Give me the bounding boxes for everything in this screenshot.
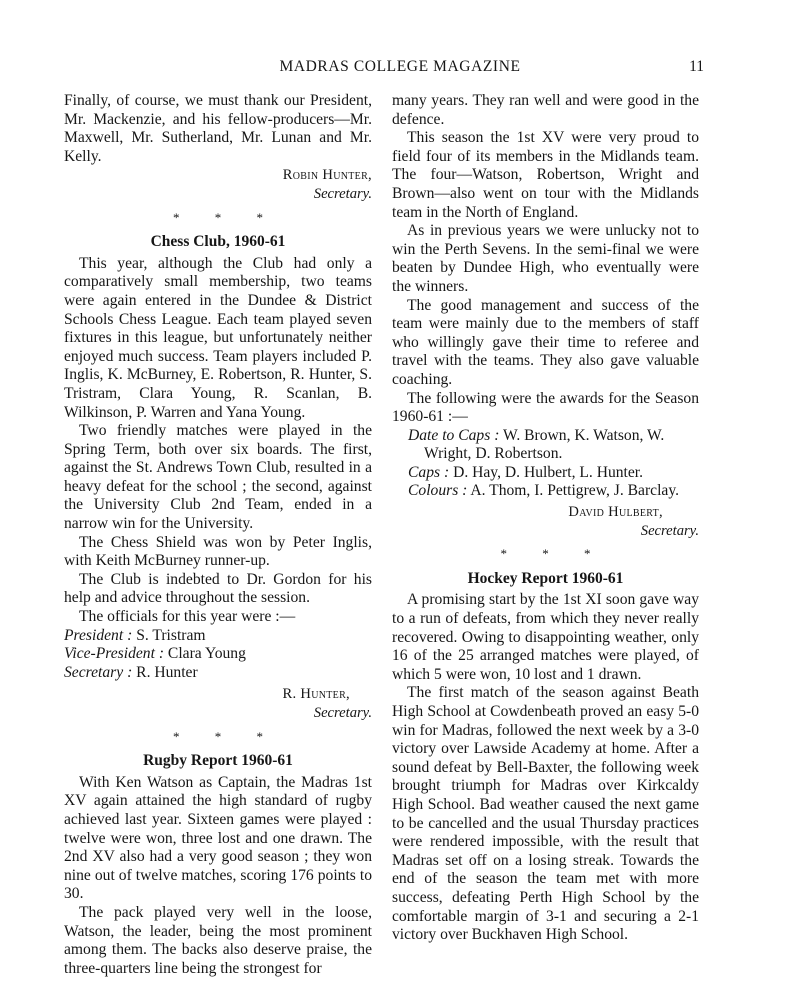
- signature-role: Secretary.: [640, 522, 699, 539]
- official-vice-president: Vice-President : Clara Young: [64, 645, 246, 663]
- rugby-paragraph: With Ken Watson as Captain, the Madras 1st XV again attained the high standard of rugby achieved last year. Sixteen games were played : twelve were won, three lost and one drawn. The 2nd XV also had a very good season ; they won nine out of twelve matches, scoring 176 points to 30.: [64, 773, 372, 903]
- signature-block: [64, 685, 372, 722]
- chess-paragraph: The Chess Shield was won by Peter Inglis, with Keith McBurney runner-up.: [64, 533, 372, 570]
- rugby-paragraph: The good management and success of the team were mainly due to the members of staff who willingly gave their time to referee and travel with the teams. They also gave valuable coaching.: [392, 296, 699, 388]
- chess-paragraph: The Club is indebted to Dr. Gordon for his help and advice throughout the session.: [64, 570, 372, 607]
- page-header: [0, 58, 800, 82]
- rugby-paragraph-continued: many years. They ran well and were good in the defence.: [392, 92, 699, 128]
- magazine-title: MADRAS COLLEGE MAGAZINE: [279, 58, 521, 75]
- hockey-paragraph: The first match of the season against Beath High School at Cowdenbeath proved an easy 5-0 win for Madras, followed the next week by a 3-0 victory over Lawside Academy at home. After a sound defeat by Bell-Baxter, the following week brought triumph for Madras over Kirkcaldy High School. Bad weather caused the next game to be cancelled and the usual Thursday practices were rendered impossible, with the result that Madras set off on a losing streak. Towards the end of the season the team met with more success, defeating Perth High School by the comfortable margin of 3-1 and securing a 2-1 victory over Buckhaven High School.: [392, 684, 699, 944]
- section-divider: * * *: [173, 209, 279, 225]
- signature-role: Secretary.: [313, 185, 372, 202]
- hockey-paragraph: A promising start by the 1st XI soon gave way to a run of defeats, from which they never really recovered. Owing to disappointing weather, only 16 of the 25 arranged matches were played, of which 5 were won, 10 lost and 1 drawn.: [392, 591, 699, 683]
- chess-paragraph: The officials for this year were :—: [79, 608, 296, 626]
- award-colours: Colours : A. Thom, I. Pettigrew, J. Barclay.: [408, 482, 680, 500]
- hockey-heading: Hockey Report 1960-61: [467, 569, 624, 587]
- official-president: President : S. Tristram: [64, 626, 206, 644]
- rugby-paragraph: The pack played very well in the loose, Watson, the leader, being the most prominent among them. The backs also deserve praise, the three-quarters line being the strongest for: [64, 903, 372, 977]
- signature-name: Robin Hunter,: [282, 167, 372, 184]
- section-divider: * * *: [500, 546, 607, 562]
- section-divider: * * *: [173, 728, 279, 744]
- signature-role: Secretary.: [313, 705, 372, 721]
- rugby-paragraph: As in previous years we were unlucky not to win the Perth Sevens. In the semi-final we were beaten by Dundee High, who eventually were the winners.: [392, 222, 699, 295]
- award-caps: Caps : D. Hay, D. Hulbert, L. Hunter.: [408, 463, 644, 481]
- signature-block: [64, 166, 372, 203]
- rugby-paragraph: The following were the awards for the Season 1960-61 :—: [392, 389, 699, 426]
- official-secretary: Secretary : R. Hunter: [64, 663, 198, 681]
- signature-block: [392, 503, 699, 540]
- page-number: 11: [689, 58, 704, 75]
- rugby-heading: Rugby Report 1960-61: [143, 752, 293, 770]
- chess-paragraph: This year, although the Club had only a comparatively small membership, two teams were again entered in the Dundee & District Schools Chess League. Each team played seven fixtures in this league, but unfortunately neither enjoyed much success. Team players included P. Inglis, K. McBurney, E. Robertson, R. Hunter, S. Tristram, Clara Young, R. Scanlan, B. Wilkinson, P. Warren and Yana Young.: [64, 254, 372, 421]
- rugby-paragraph: This season the 1st XV were very proud to field four of its members in the Midlands team. The four—Watson, Robertson, Wright and Brown—also went on tour with the Midlands team in the North of England.: [392, 129, 699, 221]
- left-column: [64, 92, 372, 978]
- signature-name: R. Hunter,: [282, 686, 350, 703]
- closing-paragraph: Finally, of course, we must thank our President, Mr. Mackenzie, and his fellow-producers—Mr. Maxwell, Mr. Sutherland, Mr. Lunan and Mr. Kelly.: [64, 92, 372, 165]
- signature-name: David Hulbert,: [568, 504, 663, 521]
- chess-paragraph: Two friendly matches were played in the Spring Term, both over six boards. The first, against the St. Andrews Town Club, resulted in a heavy defeat for the school ; the second, against the University Club 2nd Team, ended in a narrow win for the University.: [64, 422, 372, 533]
- chess-heading: Chess Club, 1960-61: [150, 233, 286, 251]
- right-column: [392, 92, 699, 945]
- award-date-to-caps: Date to Caps : W. Brown, K. Watson, W. Wright, D. Robertson.: [408, 426, 665, 463]
